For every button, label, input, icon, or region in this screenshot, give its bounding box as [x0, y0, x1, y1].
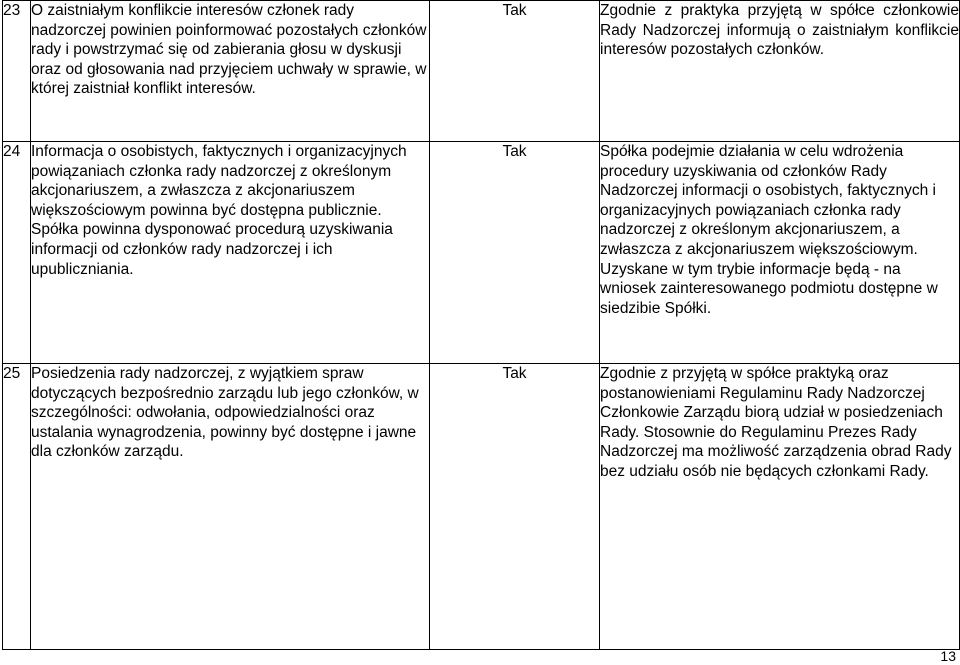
table-row	[3, 364, 960, 650]
principle-text: Informacja o osobistych, faktycznych i organizacyjnych powiązaniach członka rady nadzorczej z określonym akcjonariuszem, a zwłaszcza z akcjonariuszem większościowym powinna być dostępna publicznie. Spółka powinna dysponować procedurą uzyskiwania informacji od członków rady nadzorczej i ich upubliczniania.	[31, 142, 430, 364]
governance-table	[2, 0, 960, 650]
row-number: 23	[3, 1, 31, 142]
compliance-answer: Tak	[430, 364, 600, 650]
table-row	[3, 142, 960, 364]
company-comment: Zgodnie z przyjętą w spółce praktyką oraz postanowieniami Regulaminu Rady Nadzorczej Członkowie Zarządu biorą udział w posiedzeniach Rady. Stosownie do Regulaminu Prezes Rady Nadzorczej ma możliwość zarządzenia obrad Rady bez udziału osób nie będących członkami Rady.	[600, 364, 960, 650]
compliance-answer: Tak	[430, 1, 600, 142]
page-number: 13	[940, 648, 956, 664]
company-comment: Zgodnie z praktyka przyjętą w spółce członkowie Rady Nadzorczej informują o zaistniałym konflikcie interesów pozostałych członków.	[600, 1, 960, 142]
row-number: 24	[3, 142, 31, 364]
principle-text: Posiedzenia rady nadzorczej, z wyjątkiem spraw dotyczących bezpośrednio zarządu lub jego członków, w szczególności: odwołania, odpowiedzialności oraz ustalania wynagrodzenia, powinny być dostępne i jawne dla członków zarządu.	[31, 364, 430, 650]
table-row	[3, 1, 960, 142]
compliance-answer: Tak	[430, 142, 600, 364]
principle-text: O zaistniałym konflikcie interesów członek rady nadzorczej powinien poinformować pozostałych członków rady i powstrzymać się od zabierania głosu w dyskusji oraz od głosowania nad przyjęciem uchwały w sprawie, w której zaistniał konflikt interesów.	[31, 1, 430, 142]
company-comment: Spółka podejmie działania w celu wdrożenia procedury uzyskiwania od członków Rady Nadzorczej informacji o osobistych, faktycznych i organizacyjnych powiązaniach członka rady nadzorczej z określonym akcjonariuszem, a zwłaszcza z akcjonariuszem większościowym. Uzyskane w tym trybie informacje będą - na wniosek zainteresowanego podmiotu dostępne w siedzibie Spółki.	[600, 142, 960, 364]
row-number: 25	[3, 364, 31, 650]
